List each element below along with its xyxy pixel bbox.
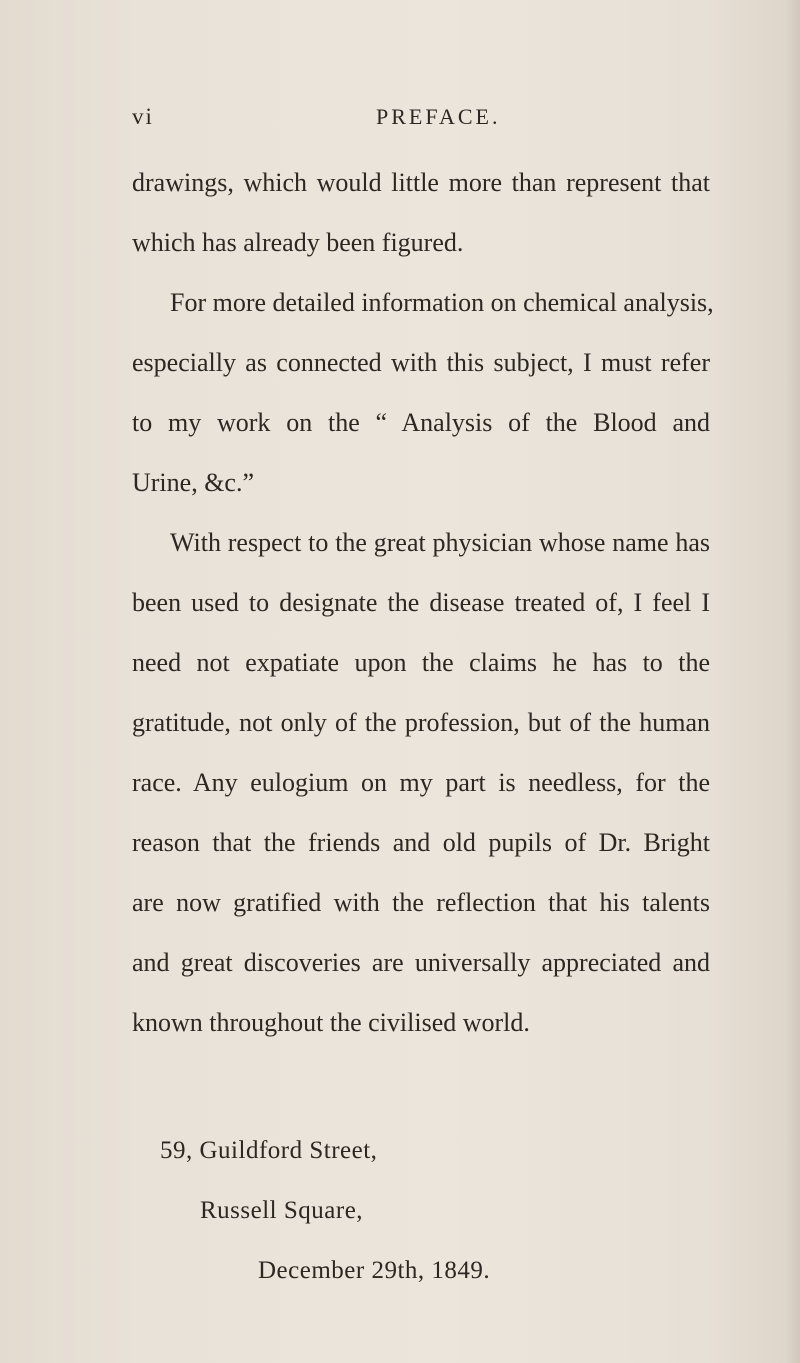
body-line: race. Any eulogium on my part is needless, for the [132,768,710,797]
body-line: With respect to the great physician whose name has [170,528,710,557]
body-line: drawings, which would little more than represent that [132,168,710,197]
running-title: PREFACE. [376,104,501,129]
page-number: vi [132,104,154,129]
body-line: are now gratified with the reflection that his talents [132,888,710,917]
signature-date: December 29th, 1849. [258,1257,491,1284]
body-line: For more detailed information on chemical analysis, [170,288,714,317]
body-line: especially as connected with this subject, I must refer [132,348,710,377]
body-line: and great discoveries are universally appreciated and [132,948,710,977]
body-line: to my work on the “ Analysis of the Blood and [132,408,710,437]
body-line: gratitude, not only of the profession, but of the human [132,708,710,737]
page-edge-shadow [786,0,800,1363]
signature-square: Russell Square, [200,1197,364,1224]
body-line: been used to designate the disease treated of, I feel I [132,588,710,617]
body-line: which has already been figured. [132,228,464,257]
body-line: reason that the friends and old pupils of Dr. Bright [132,828,710,857]
body-line: known throughout the civilised world. [132,1008,530,1037]
signature-street: 59, Guildford Street, [160,1137,378,1164]
body-line: Urine, &c.” [132,468,255,497]
body-line: need not expatiate upon the claims he has to the [132,648,710,677]
